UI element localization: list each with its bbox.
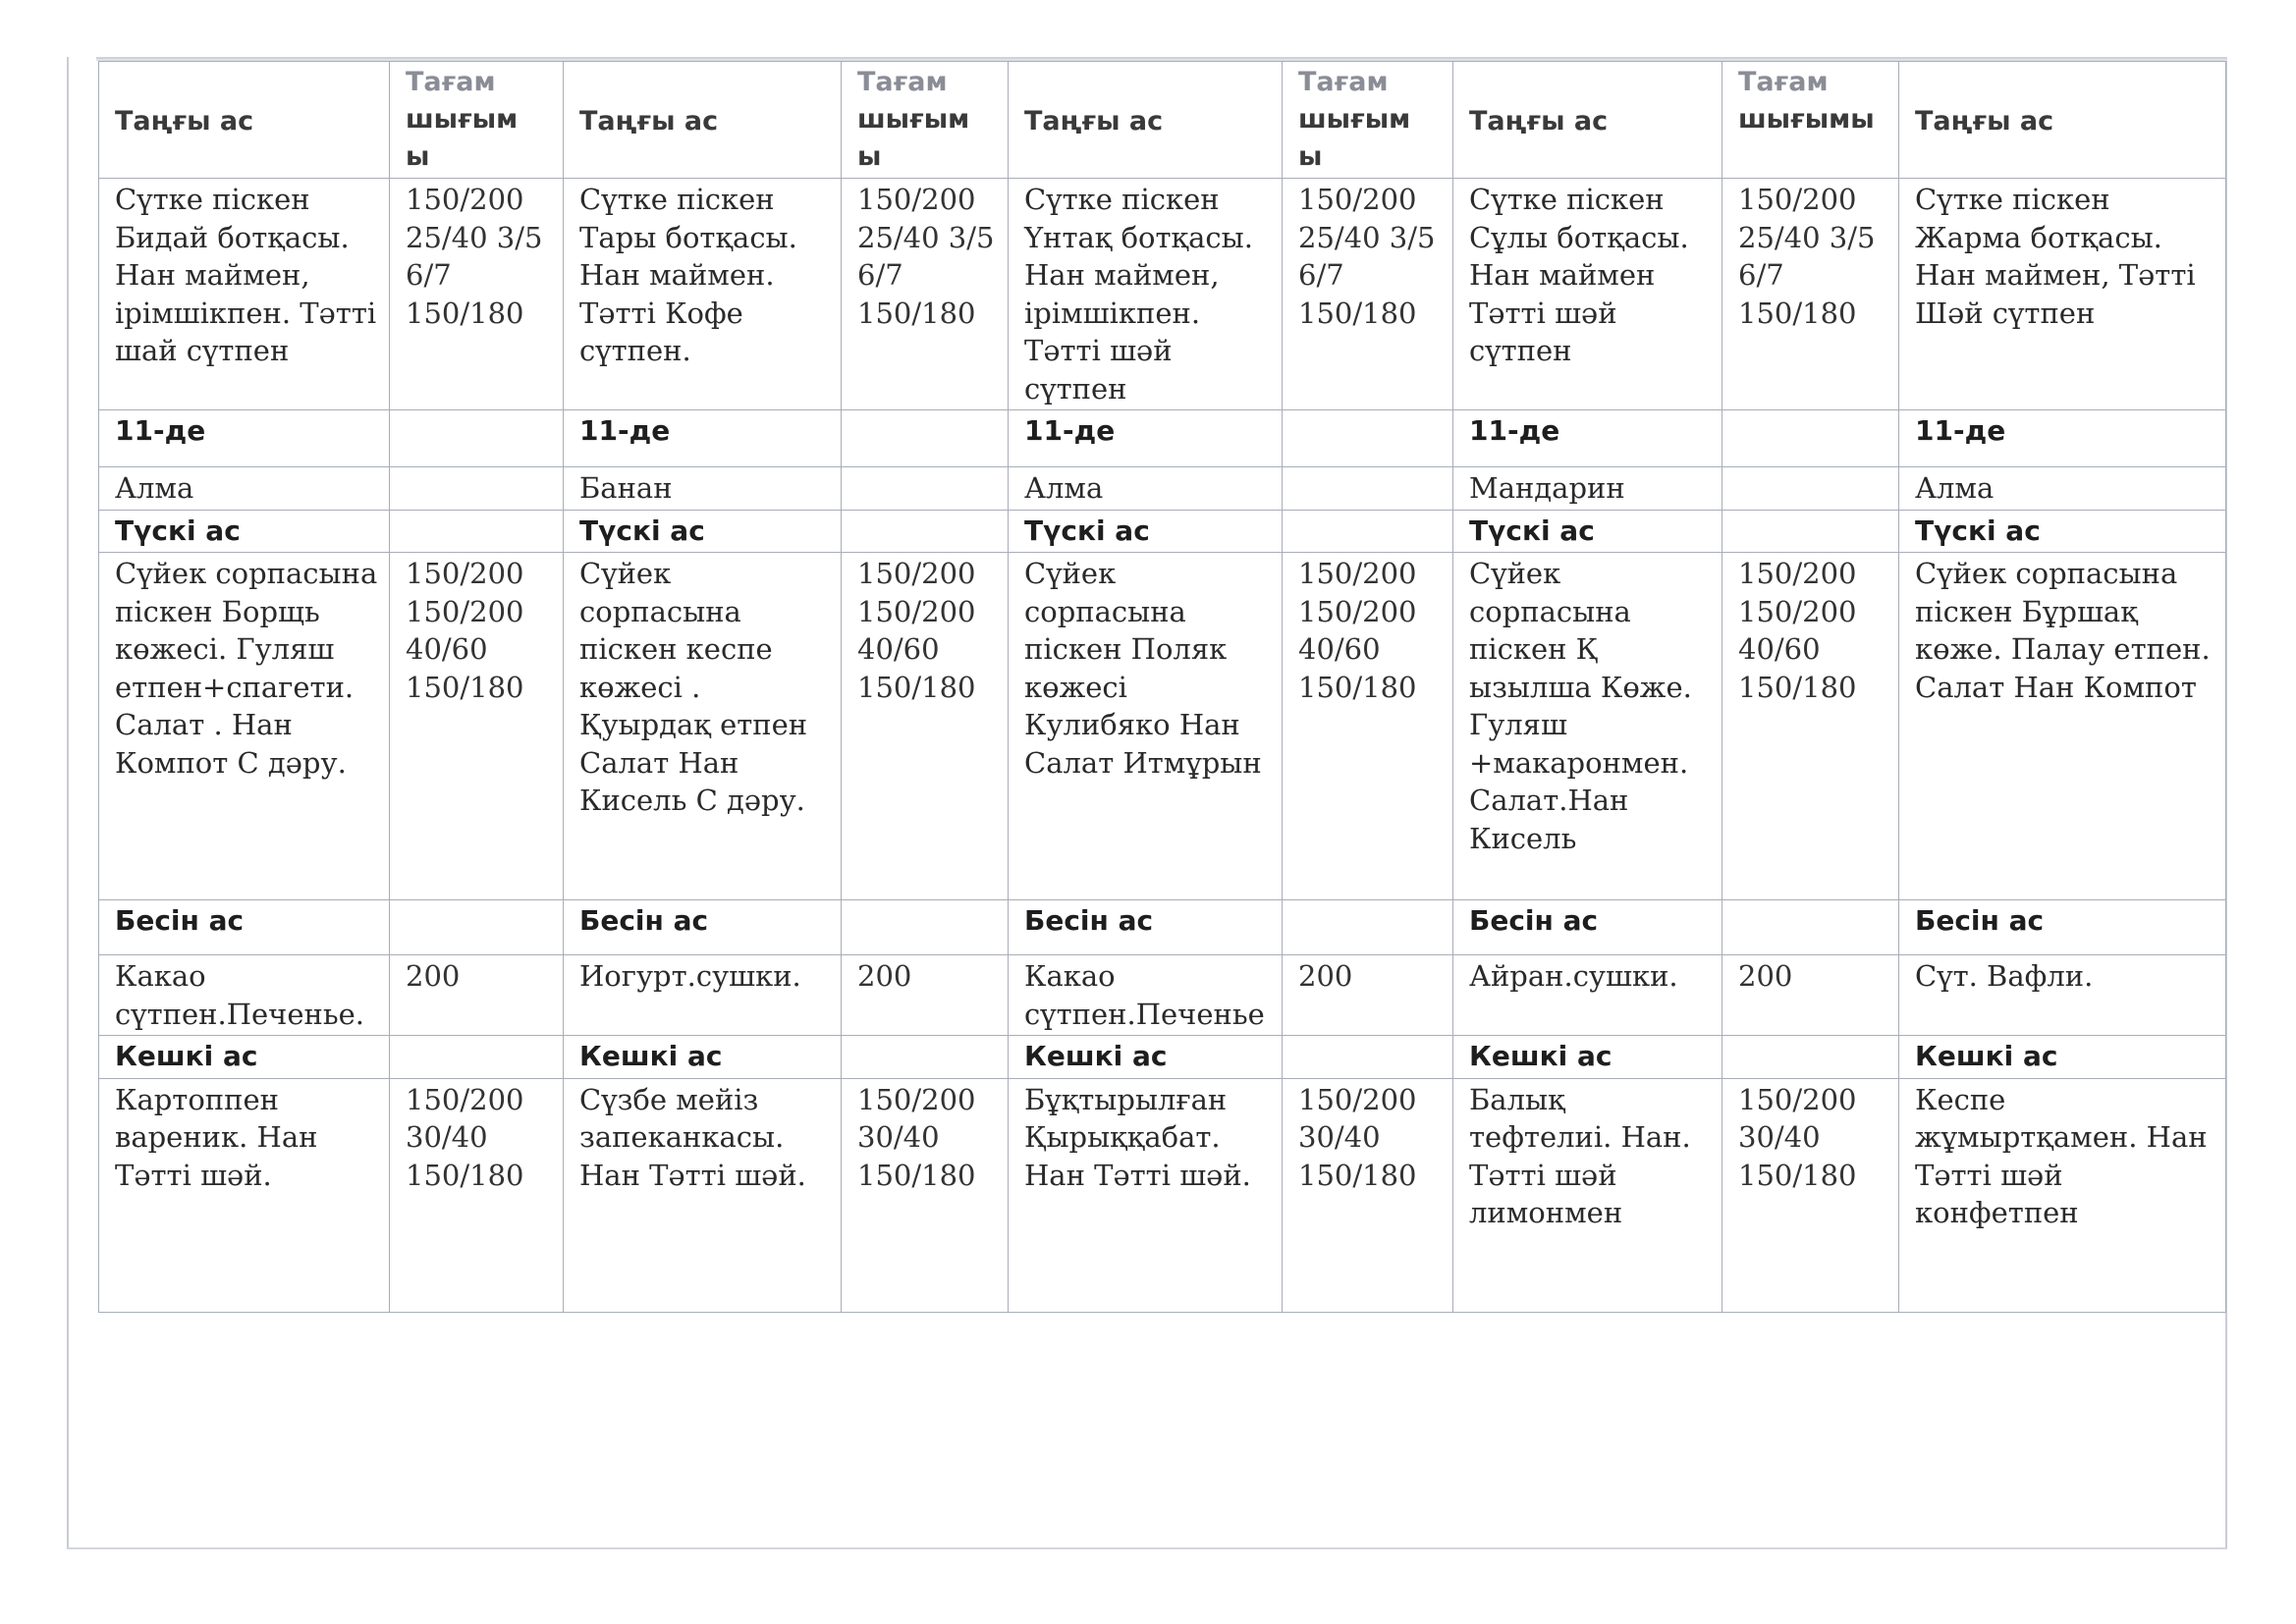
day2-afternoon-label-qty xyxy=(842,900,1009,955)
day3-yield-header: Тағам шығым ы xyxy=(1283,62,1453,179)
day3-dinner-items: Бұқтырылған Қырыққабат. Нан Тәтті шәй. xyxy=(1009,1078,1283,1312)
day2-afternoon-qty: 200 xyxy=(842,955,1009,1036)
day1-dinner-items: Картоппен вареник. Нан Тәтті шәй. xyxy=(99,1078,390,1312)
day2-dinner-qty: 150/200 30/40 150/180 xyxy=(842,1078,1009,1312)
day4-lunch-qty: 150/200 150/200 40/60 150/180 xyxy=(1722,553,1899,900)
day2-lunch-items: Сүйек сорпасына піскен кеспе көжесі . Қуырдақ етпен Салат Нан Кисель С дәру. xyxy=(564,553,842,900)
day1-snack11-qty xyxy=(390,410,564,467)
day1-lunch-qty: 150/200 150/200 40/60 150/180 xyxy=(390,553,564,900)
day2-breakfast-items: Сүтке піскен Тары ботқасы. Нан маймен. Тәтті Кофе сүтпен. xyxy=(564,179,842,410)
dinner-row xyxy=(99,1078,2226,1312)
day2-dinner-label-qty xyxy=(842,1036,1009,1079)
day2-breakfast-header: Таңғы ас xyxy=(564,62,842,179)
day3-snack11-item: Алма xyxy=(1009,467,1283,511)
day4-breakfast-items: Сүтке піскен Сұлы ботқасы. Нан маймен Тәтті шәй сүтпен xyxy=(1453,179,1722,410)
day1-dinner-label-qty xyxy=(390,1036,564,1079)
lunch-header-row xyxy=(99,510,2226,553)
breakfast-row xyxy=(99,179,2226,410)
day3-afternoon-label: Бесін ас xyxy=(1009,900,1283,955)
day4-dinner-label: Кешкі ас xyxy=(1453,1036,1722,1079)
day2-lunch-qty: 150/200 150/200 40/60 150/180 xyxy=(842,553,1009,900)
day3-snack11-item-qty xyxy=(1283,467,1453,511)
weekly-menu-table xyxy=(98,61,2226,1313)
day5-lunch-label: Түскі ас xyxy=(1899,510,2226,553)
day1-snack11-item: Алма xyxy=(99,467,390,511)
day3-dinner-qty: 150/200 30/40 150/180 xyxy=(1283,1078,1453,1312)
day5-snack11-label: 11-де xyxy=(1899,410,2226,467)
day3-afternoon-label-qty xyxy=(1283,900,1453,955)
day4-dinner-qty: 150/200 30/40 150/180 xyxy=(1722,1078,1899,1312)
day4-afternoon-label-qty xyxy=(1722,900,1899,955)
day4-snack11-item-qty xyxy=(1722,467,1899,511)
snack11-header-row xyxy=(99,410,2226,467)
day4-breakfast-header: Таңғы ас xyxy=(1453,62,1722,179)
day5-afternoon-items: Сүт. Вафли. xyxy=(1899,955,2226,1036)
day1-dinner-label: Кешкі ас xyxy=(99,1036,390,1079)
day1-breakfast-header: Таңғы ас xyxy=(99,62,390,179)
day1-afternoon-qty: 200 xyxy=(390,955,564,1036)
day2-lunch-label-qty xyxy=(842,510,1009,553)
day2-snack11-item: Банан xyxy=(564,467,842,511)
day2-breakfast-qty: 150/200 25/40 3/5 6/7 150/180 xyxy=(842,179,1009,410)
day3-breakfast-qty: 150/200 25/40 3/5 6/7 150/180 xyxy=(1283,179,1453,410)
snack11-row xyxy=(99,467,2226,511)
day2-snack11-item-qty xyxy=(842,467,1009,511)
day1-afternoon-label-qty xyxy=(390,900,564,955)
lunch-row xyxy=(99,553,2226,900)
day1-breakfast-items: Сүтке піскен Бидай ботқасы. Нан маймен, ірімшікпен. Тәтті шай сүтпен xyxy=(99,179,390,410)
day1-lunch-label-qty xyxy=(390,510,564,553)
day3-dinner-label: Кешкі ас xyxy=(1009,1036,1283,1079)
day1-breakfast-qty: 150/200 25/40 3/5 6/7 150/180 xyxy=(390,179,564,410)
day2-dinner-label: Кешкі ас xyxy=(564,1036,842,1079)
day4-lunch-label: Түскі ас xyxy=(1453,510,1722,553)
day5-dinner-items: Кеспе жұмыртқамен. Нан Тәтті шәй конфетпен xyxy=(1899,1078,2226,1312)
day3-dinner-label-qty xyxy=(1283,1036,1453,1079)
dinner-header-row xyxy=(99,1036,2226,1079)
day5-afternoon-label: Бесін ас xyxy=(1899,900,2226,955)
day3-snack11-label: 11-де xyxy=(1009,410,1283,467)
day2-yield-header: Тағам шығым ы xyxy=(842,62,1009,179)
day3-lunch-items: Сүйек сорпасына піскен Поляк көжесі Кулибяко Нан Салат Итмұрын xyxy=(1009,553,1283,900)
day1-afternoon-label: Бесін ас xyxy=(99,900,390,955)
day3-afternoon-qty: 200 xyxy=(1283,955,1453,1036)
day1-yield-header: Тағам шығым ы xyxy=(390,62,564,179)
day4-breakfast-qty: 150/200 25/40 3/5 6/7 150/180 xyxy=(1722,179,1899,410)
day2-lunch-label: Түскі ас xyxy=(564,510,842,553)
day2-snack11-label: 11-де xyxy=(564,410,842,467)
day2-afternoon-items: Иогурт.сушки. xyxy=(564,955,842,1036)
afternoon-header-row xyxy=(99,900,2226,955)
day5-lunch-items: Сүйек сорпасына піскен Бұршақ көже. Палау етпен. Салат Нан Компот xyxy=(1899,553,2226,900)
day1-afternoon-items: Какао сүтпен.Печенье. xyxy=(99,955,390,1036)
day5-dinner-label: Кешкі ас xyxy=(1899,1036,2226,1079)
day3-lunch-label: Түскі ас xyxy=(1009,510,1283,553)
day3-lunch-label-qty xyxy=(1283,510,1453,553)
day4-snack11-label: 11-де xyxy=(1453,410,1722,467)
day4-afternoon-items: Айран.сушки. xyxy=(1453,955,1722,1036)
day4-lunch-items: Сүйек сорпасына піскен Қ ызылша Көже. Гуляш +макаронмен. Салат.Нан Кисель xyxy=(1453,553,1722,900)
day3-afternoon-items: Какао сүтпен.Печенье xyxy=(1009,955,1283,1036)
day4-afternoon-label: Бесін ас xyxy=(1453,900,1722,955)
afternoon-row xyxy=(99,955,2226,1036)
day3-lunch-qty: 150/200 150/200 40/60 150/180 xyxy=(1283,553,1453,900)
day2-snack11-qty xyxy=(842,410,1009,467)
day3-breakfast-items: Сүтке піскен Үнтақ ботқасы. Нан маймен, ірімшікпен. Тәтті шәй сүтпен xyxy=(1009,179,1283,410)
day4-snack11-item: Мандарин xyxy=(1453,467,1722,511)
day1-dinner-qty: 150/200 30/40 150/180 xyxy=(390,1078,564,1312)
day4-lunch-label-qty xyxy=(1722,510,1899,553)
day1-snack11-item-qty xyxy=(390,467,564,511)
day1-snack11-label: 11-де xyxy=(99,410,390,467)
day1-lunch-items: Сүйек сорпасына піскен Борщь көжесі. Гуляш етпен+спагети. Салат . Нан Компот С дәру. xyxy=(99,553,390,900)
day2-dinner-items: Сүзбе мейіз запеканкасы. Нан Тәтті шәй. xyxy=(564,1078,842,1312)
day4-afternoon-qty: 200 xyxy=(1722,955,1899,1036)
day3-snack11-qty xyxy=(1283,410,1453,467)
day2-afternoon-label: Бесін ас xyxy=(564,900,842,955)
day4-dinner-label-qty xyxy=(1722,1036,1899,1079)
day5-breakfast-header: Таңғы ас xyxy=(1899,62,2226,179)
day4-snack11-qty xyxy=(1722,410,1899,467)
day3-breakfast-header: Таңғы ас xyxy=(1009,62,1283,179)
header-row xyxy=(99,62,2226,179)
day1-lunch-label: Түскі ас xyxy=(99,510,390,553)
day5-breakfast-items: Сүтке піскен Жарма ботқасы. Нан маймен, Тәтті Шәй сүтпен xyxy=(1899,179,2226,410)
day5-snack11-item: Алма xyxy=(1899,467,2226,511)
day4-yield-header: Тағам шығымы xyxy=(1722,62,1899,179)
day4-dinner-items: Балық тефтелиі. Нан. Тәтті шәй лимонмен xyxy=(1453,1078,1722,1312)
